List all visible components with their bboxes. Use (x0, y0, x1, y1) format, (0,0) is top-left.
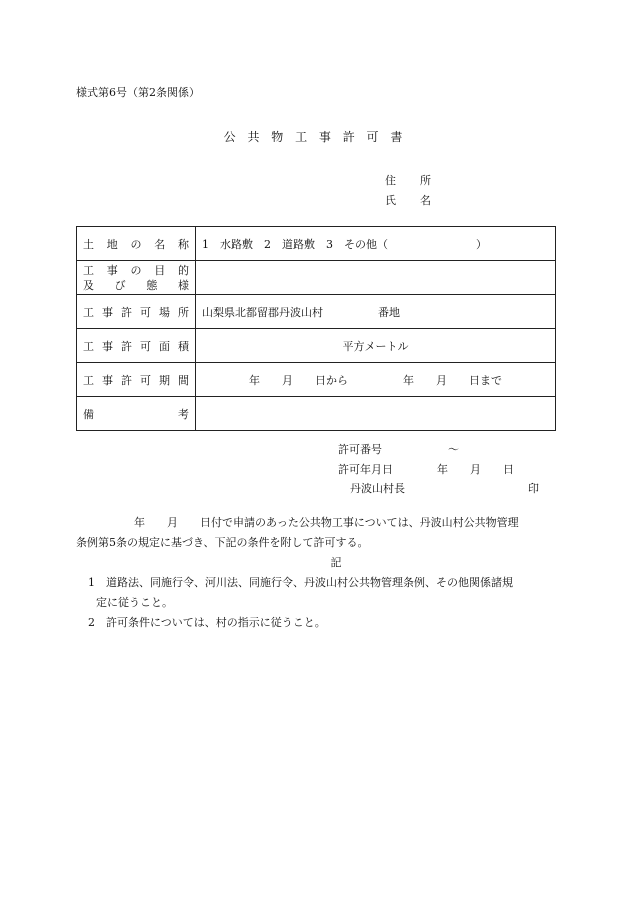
purpose-value (196, 261, 556, 295)
location-label: 工 事 許 可 場 所 (77, 295, 196, 329)
land-name-value: 1 水路敷 2 道路敷 3 その他（ ） (196, 227, 556, 261)
permit-body (76, 513, 566, 633)
table-row (77, 227, 556, 261)
remarks-value (196, 397, 556, 431)
period-value: 年 月 日から 年 月 日まで (196, 363, 556, 397)
form-number: 様式第6号（第2条関係） (76, 86, 200, 99)
seal-mark: 印 (528, 482, 539, 495)
location-value: 山梨県北都留郡丹波山村 番地 (196, 295, 556, 329)
permit-number: 許可番号 ～ (338, 443, 459, 456)
condition-item-2: 2 許可条件については、村の指示に従うこと。 (88, 616, 326, 629)
table-row (77, 363, 556, 397)
permit-form-table (76, 226, 556, 431)
permit-date: 許可年月日 年 月 日 (338, 463, 514, 476)
table-row (77, 397, 556, 431)
name-label: 氏 名 (385, 194, 431, 207)
condition-item-1: 1 道路法、同施行令、河川法、同施行令、丹波山村公共物管理条例、その他関係諸規 (88, 576, 513, 589)
ki-heading: 記 (330, 556, 342, 569)
purpose-label: 工 事 の 目 的 及 び 態 様 (77, 261, 196, 295)
table-row (77, 329, 556, 363)
area-label: 工 事 許 可 面 積 (77, 329, 196, 363)
body-line-2: 条例第5条の規定に基づき、下記の条件を附して許可する。 (76, 536, 369, 549)
table-row (77, 261, 556, 295)
remarks-label: 備 考 (77, 397, 196, 431)
land-name-label: 土 地 の 名 称 (77, 227, 196, 261)
address-label: 住 所 (385, 174, 431, 187)
document-title: 公 共 物 工 事 許 可 書 (223, 130, 407, 144)
area-value: 平方メートル (196, 329, 556, 363)
period-label: 工 事 許 可 期 間 (77, 363, 196, 397)
mayor-title: 丹波山村長 (350, 482, 405, 495)
body-line-1: 年 月 日付で申請のあった公共物工事については、丹波山村公共物管理 (134, 516, 519, 529)
condition-item-1-cont: 定に従うこと。 (96, 596, 173, 609)
table-row (77, 295, 556, 329)
